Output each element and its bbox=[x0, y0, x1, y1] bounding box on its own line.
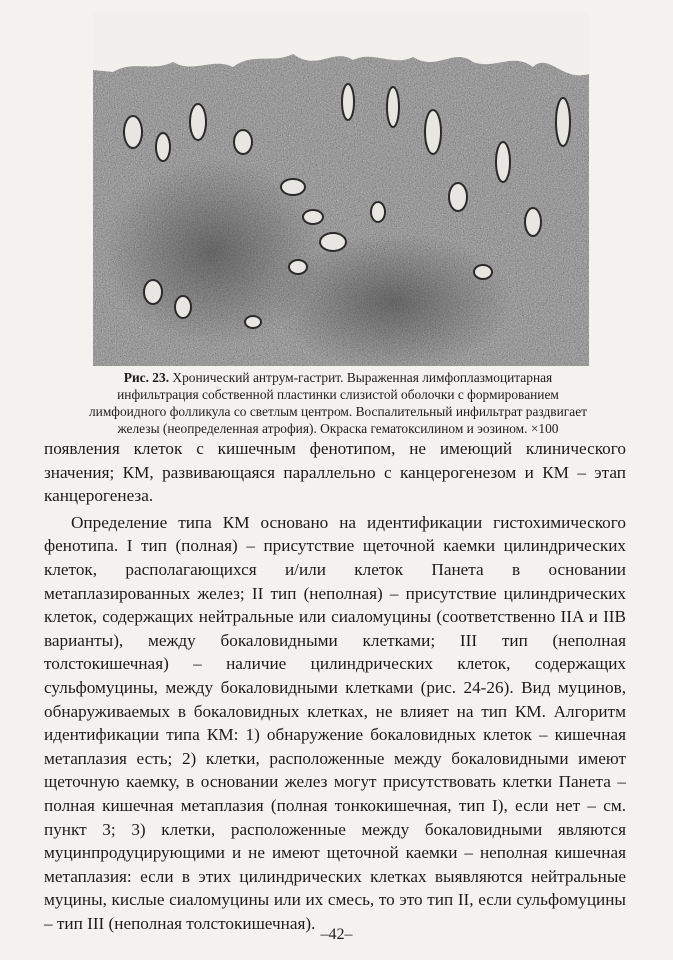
page-number: –42– bbox=[320, 926, 353, 943]
figure-caption bbox=[88, 369, 588, 437]
figure-label: Рис. 23. bbox=[123, 370, 170, 385]
histology-micrograph bbox=[93, 12, 589, 366]
micrograph-image bbox=[93, 12, 589, 366]
paragraph-1: появления клеток с кишечным фенотипом, не имеющий клинического значения; КМ, развивающаяся параллельно с канцерогенезом и КМ – этап канцерогенеза. bbox=[44, 439, 626, 506]
figure-caption-text: Хронический антрум-гастрит. Выраженная лимфоплазмоцитарная инфильтрация собственной пластинки слизистой оболочки с формированием лимфоидного фолликула со светлым центром. Воспалительный инфильтрат раздвигает железы (неопределенная атрофия). Окраска гематоксилином и эозином. ×100 bbox=[88, 370, 587, 436]
body-text bbox=[44, 437, 626, 935]
paragraph-2: Определение типа КМ основано на идентификации гистохимического фенотипа. I тип (полная) – присутствие щеточной каемки цилиндрических клеток, располагающихся и/или клеток Панета в основании метаплазированных желез; II тип (неполная) – присутствие цилиндрических клеток, содержащих нейтральные или сиаломуцины (соответственно IIA и IIB варианты), между бокаловидными клетками; III тип (неполная толстокишечная) – наличие цилиндрических клеток, содержащих сульфомуцины, между бокаловидными клетками (рис. 24-26). Вид муцинов, обнаруживаемых в бокаловидных клетках, не влияет на тип КМ. Алгоритм идентификации типа КМ: 1) обнаружение бокаловидных клеток – кишечная метаплазия есть; 2) клетки, расположенные между бокаловидными имеют щеточную каемку, в основании желез могут присутствовать клетки Панета – полная кишечная метаплазия (полная тонкокишечная, тип I), если нет – см. пункт 3; 3) клетки, расположенные между бокаловидными являются муцинпродуцирующими и не имеют щеточной каемки – неполная кишечная метаплазия: если в этих цилиндрических клетках выявляются нейтральные муцины, кислые сиаломуцины или их смесь, то это тип II, если сульфомуцины – тип III (неполная толстокишечная). bbox=[44, 512, 626, 933]
